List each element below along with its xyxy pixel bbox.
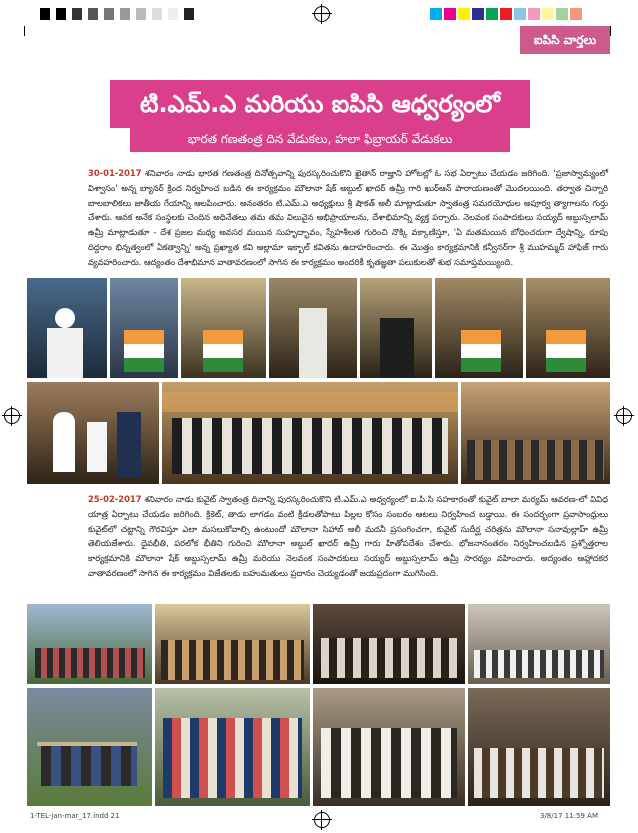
crop-mark	[610, 26, 611, 36]
photo-group-stage	[162, 382, 458, 484]
photo-speaker-5	[360, 278, 432, 378]
photo-evening-gathering	[313, 604, 465, 684]
file-label: 1-TEL-jan-mar_17.indd 21	[30, 812, 120, 820]
photo-speaker-4	[269, 278, 357, 378]
photo-picnic-group	[27, 604, 152, 684]
paragraph-2-text: శనివారం నాడు కువైట్ స్వాతంత్ర దినాన్ని పురస్కరించుకొని టి.ఎమ్.ఎ అధ్వర్యంలో ఐ.పి.సి సహకారంతో కువైట్ బాలా మర్యమ్ ఆవరణ-లో వివిధ యాత్ర ఏర్పాటు చేయడం జరిగింది. క్రికెట్, తాడు లాగడం వంటి క్రీడలతోపాటు పిల్లల కోసం సంబరం ఆటలు నిర్వహించ బడ్డాయి. ఈ సందర్భంగా ప్రవాసాంధ్రులు కువైట్‌లో చట్టాన్ని గౌరవిస్తూ ఎలా మసలుకోవాల్సి ఉంటుందో మౌలానా సిహాబ్ అలీ మదనీ ప్రసంగించగా, కువైట్ సుదీర్ఘ చరిత్రను మౌలానా సనావుల్లాహ్ ఉమ్రీ తెలియజేశారు. ధైవభీతి, పరలోక భీతిని గురించి మౌలానా అబ్దుల్ ఖాదర్ ఉమ్రీ గారు హితోపదేశం చేశారు. భోజనానంతరం నిర్వహించబడిన ప్రశ్నోత్తరాల కార్యక్రమానికి మౌలానా షేక్ అబ్దుస్సలామ్ ఉమ్రీ మరియు నెలవంక సంపాదకులు సయ్యద్ అబ్దుస్సలామ్ ఉమ్రీ సారథ్యం వహించారు. అద్యంతం ఆహ్లాదకర వాతావరణంలో సాగిన ఈ కార్యక్రమం విజేతలకు బహుమతులు ప్రదానం చెయ్యడంతో జయప్రదంగా ముగిసింది.	[88, 494, 608, 578]
photo-children-anthem	[27, 382, 159, 484]
timestamp: 3/8/17 11:59 AM	[540, 812, 598, 820]
photo-dinner	[468, 688, 610, 806]
registration-mark-right	[616, 408, 632, 424]
article-title: టి.ఎమ్.ఎ మరియు ఐపిసి ఆధ్వర్యంలో	[110, 80, 530, 128]
registration-mark-left	[4, 408, 20, 424]
paragraph-1-date: 30-01-2017	[88, 168, 142, 178]
photo-tug-of-war	[27, 688, 152, 806]
article-subtitle: భారత గణతంత్ర దిన వేడుకలు, హలా ఫిబ్రాయర్ వేడుకలు	[130, 128, 510, 152]
photo-qa-session	[313, 688, 465, 806]
crop-mark	[24, 26, 25, 36]
photo-dining-hall	[468, 604, 610, 684]
photo-speaker-3	[181, 278, 266, 378]
section-tag: ఐపిసి వార్తలు	[520, 26, 610, 54]
registration-mark-bottom	[314, 812, 330, 828]
registration-mark-top	[314, 6, 330, 22]
paragraph-2	[88, 492, 608, 581]
photo-speaker-1	[27, 278, 107, 378]
photo-outdoor-crowd	[155, 604, 310, 684]
photo-kids-group	[155, 688, 310, 806]
photo-speaker-6	[435, 278, 523, 378]
paragraph-2-date: 25-02-2017	[88, 494, 142, 504]
paragraph-1	[88, 166, 608, 270]
photo-speaker-2	[110, 278, 178, 378]
photo-audience-hall	[461, 382, 610, 484]
paragraph-1-text: శనివారం నాడు భారత గణతంత్ర దినోత్సవాన్ని పురస్కరించుకొని ఖైతాన్ రాజ్హాని హోటల్లో ఓ సభ ఏర్పాటు చేయడం జరిగింది. 'ప్రజాస్వామ్యంలో విశ్వాసం' అన్న బ్యానర్ క్రింద నిర్వహించ బడిన ఈ కార్యక్రమం మౌలానా షేక్ అబ్దుల్ ఖాదర్ ఉమ్రీ గారి ఖుర్‌ఆన్ పారాయణంతో మొదలయింది. తర్వాత చిన్నారి బాలబాలికలు జాతీయ గేయాన్ని ఆలపించారు. అనంతరం టి.ఎమ్.ఎ అధ్యక్షులు శ్రీ షౌకత్ అలీ మాట్లాడుతూ స్వాతంత్ర సమరయోధుల అపూర్వ త్యాగాలను గుర్తు చేశారు. ఆనక అనేక సంస్థలకు చెందిన అధినేతలు తమ తమ విలువైన అభిప్రాయాలను, దేశాభిమాన్ని వ్యక్త పర్చారు. నెలవంక సంపాదకులు సయ్యద్ అబ్దుస్సలామ్ ఉమ్రీ మాట్లాడుతూ - దేశ ప్రజల మధ్య అవసర మయిన సుహృద్భావం, స్నేహశీలత గురించి నొక్కి వక్కాణిస్తూ, 'ఏ మతమయిన బోధించదుగా ద్వేషాన్ని, రూపు దిద్దరాం భిన్నత్వంలో ఏకత్వాన్ని' అన్న ప్రఖ్యాత కవి అల్లామా ఇక్బాల్ కవితను ఉదాహరించారు. ఈ మొత్తం కార్యక్రమానికి కన్వీనర్‌గా శ్రీ ముహమ్మద్ హాఫిజ్ గారు వ్యవహరించారు. ఆద్యంతం దేశాభిమాన వాతావరణంలో సాగిన ఈ కార్యక్రమం అందరికీ కృతజ్ఞతా పలుకులతో శుభ సమాప్తమయ్యింది.	[88, 168, 608, 267]
photo-speaker-7	[526, 278, 610, 378]
